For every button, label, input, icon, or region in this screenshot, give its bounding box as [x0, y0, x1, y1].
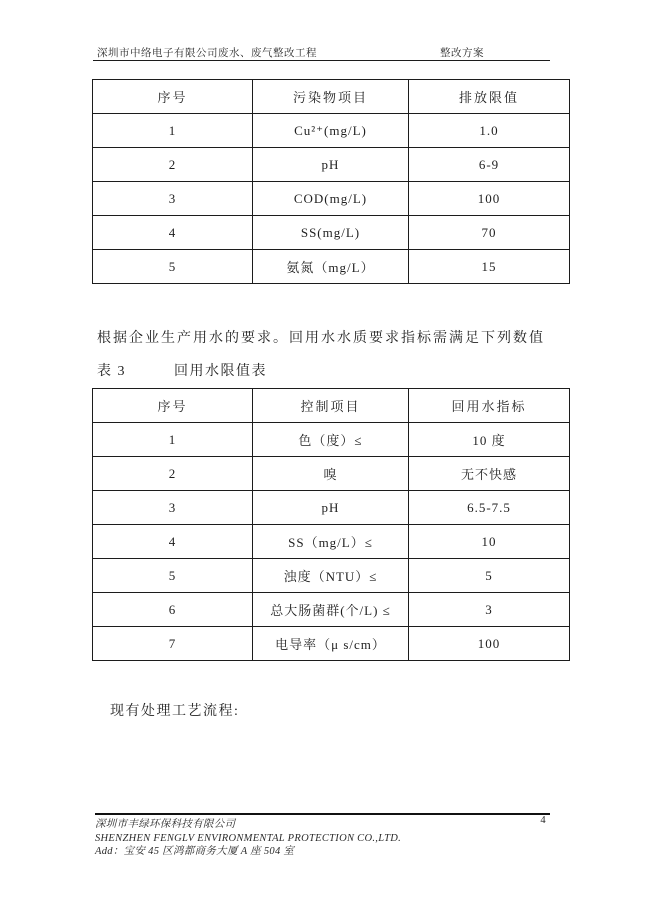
table-cell: 总大肠菌群(个/L) ≤: [253, 593, 409, 627]
footer-rule: [95, 813, 550, 815]
table-cell: 色（度）≤: [253, 423, 409, 457]
table-row: [93, 114, 570, 148]
table-cell: 10: [409, 525, 570, 559]
discharge-limits-table: [92, 79, 570, 284]
footer-company-en: SHENZHEN FENGLV ENVIRONMENTAL PROTECTION CO.,LTD.: [95, 832, 402, 844]
caption-label: 表 3: [97, 364, 126, 379]
header-rule: [93, 60, 550, 61]
table-cell: 4: [93, 216, 253, 250]
table-cell: 1: [93, 423, 253, 457]
table-cell: 3: [93, 491, 253, 525]
table-row: [93, 216, 570, 250]
table-row: [93, 491, 570, 525]
table-cell: 6-9: [409, 148, 570, 182]
column-header: 控制项目: [253, 389, 409, 423]
table-row: [93, 627, 570, 661]
page-number: 4: [540, 815, 546, 826]
table-cell: 无不快感: [409, 457, 570, 491]
table-cell: 嗅: [253, 457, 409, 491]
column-header: 排放限值: [409, 80, 570, 114]
body-paragraph: 根据企业生产用水的要求。回用水水质要求指标需满足下列数值: [97, 331, 545, 346]
table-header-row: [93, 389, 570, 423]
column-header: 回用水指标: [409, 389, 570, 423]
table-row: [93, 250, 570, 284]
table-cell: 5: [93, 250, 253, 284]
table-cell: 电导率（μ s/cm）: [253, 627, 409, 661]
table-cell: 6: [93, 593, 253, 627]
column-header: 污染物项目: [253, 80, 409, 114]
table-row: [93, 182, 570, 216]
table-cell: 7: [93, 627, 253, 661]
table-row: [93, 457, 570, 491]
header-doc-type: 整改方案: [440, 48, 484, 59]
column-header: 序号: [93, 80, 253, 114]
table-cell: 浊度（NTU）≤: [253, 559, 409, 593]
table-cell: 3: [93, 182, 253, 216]
table-cell: 15: [409, 250, 570, 284]
table-row: [93, 148, 570, 182]
table-row: [93, 593, 570, 627]
footer-address: Add：宝安 45 区鸿都商务大厦 A 座 504 室: [95, 846, 295, 857]
reuse-water-table: [92, 388, 570, 661]
table-cell: 1: [93, 114, 253, 148]
table-cell: pH: [253, 491, 409, 525]
reuse-table-caption: [97, 360, 267, 380]
table-cell: COD(mg/L): [253, 182, 409, 216]
table-cell: 1.0: [409, 114, 570, 148]
table-cell: SS（mg/L）≤: [253, 525, 409, 559]
table-cell: 100: [409, 182, 570, 216]
table-cell: 100: [409, 627, 570, 661]
footer-block: [95, 818, 401, 859]
table-header-row: [93, 80, 570, 114]
table-row: [93, 525, 570, 559]
table-cell: 5: [93, 559, 253, 593]
table-cell: 5: [409, 559, 570, 593]
table-cell: 70: [409, 216, 570, 250]
process-flow-label: 现有处理工艺流程:: [110, 704, 240, 719]
caption-title: 回用水限值表: [174, 364, 267, 379]
table-cell: 10 度: [409, 423, 570, 457]
table-cell: SS(mg/L): [253, 216, 409, 250]
column-header: 序号: [93, 389, 253, 423]
table-cell: 2: [93, 457, 253, 491]
table-cell: Cu²⁺(mg/L): [253, 114, 409, 148]
table-cell: pH: [253, 148, 409, 182]
table-cell: 氨氮（mg/L）: [253, 250, 409, 284]
table-row: [93, 423, 570, 457]
table-cell: 6.5-7.5: [409, 491, 570, 525]
footer-company-cn: 深圳市丰绿环保科技有限公司: [95, 819, 236, 830]
table-cell: 3: [409, 593, 570, 627]
table-cell: 2: [93, 148, 253, 182]
header-project-title: 深圳市中络电子有限公司废水、废气整改工程: [97, 48, 317, 59]
table-cell: 4: [93, 525, 253, 559]
table-row: [93, 559, 570, 593]
